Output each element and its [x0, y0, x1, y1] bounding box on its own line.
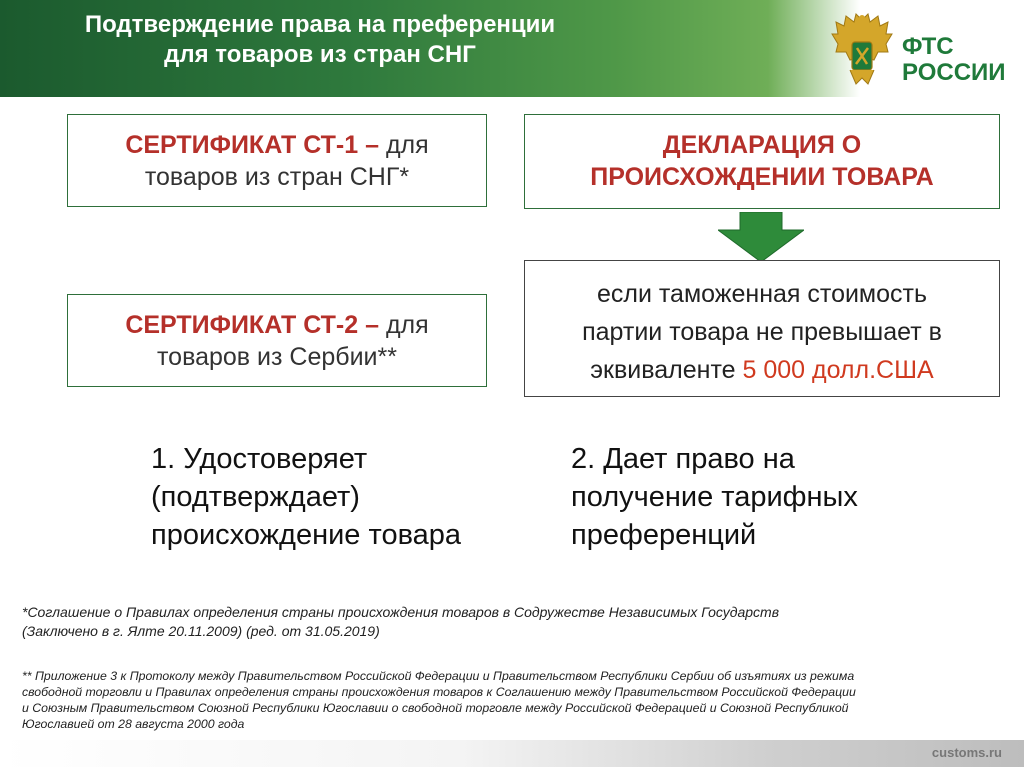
- declaration-box: [524, 114, 1000, 209]
- point-2-line-3: преференций: [571, 519, 757, 551]
- ct2-line-2: товаров из Сербии**: [157, 343, 397, 371]
- page-title: [0, 10, 640, 70]
- footnote-2-line-4: Югославией от 28 августа 2000 года: [22, 717, 245, 731]
- double-headed-eagle-emblem-icon: [830, 12, 894, 90]
- condition-amount: 5 000 долл.США: [742, 356, 934, 384]
- declaration-line-1: ДЕКЛАРАЦИЯ О: [662, 131, 862, 159]
- footnote-2-line-3: и Союзным Правительством Союзной Республики Югославии о свободной торговле между Российской Федерацией и Союзной Республикой: [22, 701, 849, 715]
- condition-box: [524, 260, 1000, 397]
- point-2-line-1: 2. Дает право на: [571, 443, 795, 475]
- logo-line-2: РОССИИ: [902, 59, 1006, 86]
- footnote-1: [22, 603, 1012, 641]
- fts-logo: [820, 6, 1020, 92]
- point-2-line-2: получение тарифных: [571, 481, 858, 513]
- ct2-rest: для: [379, 311, 429, 339]
- arrow-down-icon: [718, 212, 804, 262]
- point-1-line-1: 1. Удостоверяет: [151, 443, 368, 475]
- site-link[interactable]: customs.ru: [931, 745, 1002, 760]
- condition-line-2: партии товара не превышает в: [582, 318, 942, 346]
- ct1-title: СЕРТИФИКАТ СТ-1 –: [125, 131, 379, 159]
- condition-line-3-prefix: эквиваленте: [590, 356, 743, 384]
- ct2-title: СЕРТИФИКАТ СТ-2 –: [125, 311, 379, 339]
- footnote-2: [22, 668, 1012, 732]
- logo-line-1: ФТС: [902, 33, 954, 60]
- title-line-2: для товаров из стран СНГ: [164, 41, 476, 68]
- footnote-1-line-1: *Соглашение о Правилах определения страны происхождения товаров в Содружестве Независимых Государств: [22, 604, 780, 620]
- footnote-2-line-2: свободной торговли и Правилах определения страны происхождения товаров к Соглашению между Правительством Российской Федерации: [22, 685, 856, 699]
- point-1-line-2: (подтверждает): [151, 481, 360, 513]
- footer-bar: [0, 740, 1024, 767]
- title-line-1: Подтверждение права на преференции: [84, 11, 556, 38]
- footnote-1-line-2: (Заключено в г. Ялте 20.11.2009) (ред. от 31.05.2019): [22, 623, 380, 639]
- footnote-2-line-1: ** Приложение 3 к Протоколу между Правительством Российской Федерации и Правительством Республики Сербии об изъятиях из режима: [22, 669, 855, 683]
- point-1: [151, 440, 531, 554]
- certificate-ct1-box: [67, 114, 487, 207]
- declaration-line-2: ПРОИСХОЖДЕНИИ ТОВАРА: [590, 163, 934, 191]
- condition-line-1: если таможенная стоимость: [596, 280, 928, 308]
- point-1-line-3: происхождение товара: [151, 519, 462, 551]
- ct1-line-2: товаров из стран СНГ*: [144, 163, 410, 191]
- ct1-rest: для: [379, 131, 429, 159]
- certificate-ct2-box: [67, 294, 487, 387]
- point-2: [571, 440, 971, 554]
- logo-text: [902, 34, 1006, 86]
